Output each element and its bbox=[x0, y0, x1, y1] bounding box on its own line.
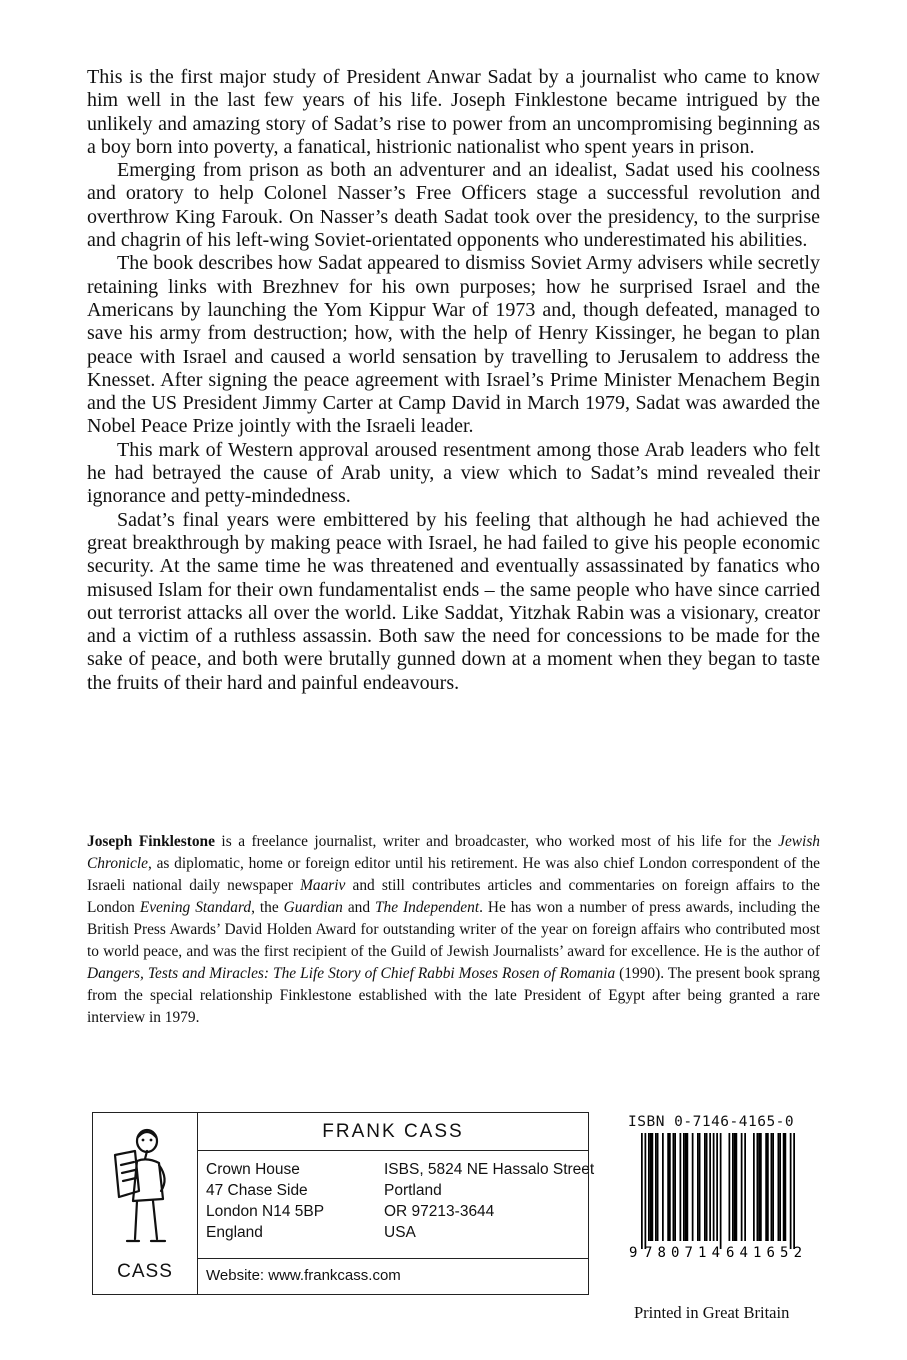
barcode-bar bbox=[683, 1133, 685, 1241]
barcode-bar bbox=[641, 1133, 643, 1249]
barcode-bar bbox=[673, 1133, 675, 1241]
barcode-bar bbox=[667, 1133, 669, 1241]
barcode-bar bbox=[692, 1133, 694, 1241]
barcode-bar bbox=[697, 1133, 699, 1241]
barcode-bar bbox=[704, 1133, 706, 1241]
barcode-bar bbox=[648, 1133, 650, 1241]
barcode-bar bbox=[720, 1133, 722, 1249]
author-bio bbox=[87, 831, 820, 1029]
address-line: England bbox=[206, 1224, 263, 1241]
barcode-bar bbox=[758, 1133, 760, 1241]
barcode-bar bbox=[687, 1133, 689, 1241]
publisher-website: Website: www.frankcass.com bbox=[198, 1258, 588, 1294]
barcode-bar bbox=[736, 1133, 738, 1241]
author-bio-text: Joseph Finklestone is a freelance journalist, writer and broadcaster, who worked most of his life for the Jewish Chronicle, as diplomatic, home or foreign editor until his retirement. He was also chief London correspondent of the Israeli national daily newspaper Maariv and still contributes articles and commentaries on foreign affairs to the London Evening Standard, the Guardian and The Independent. He has won a number of press awards, including the British Press Awards’ David Holden Award for outstanding writer of the year on foreign affairs who contributed most to world peace, and was the first recipient of the Guild of Jewish Journalists’ award for excellence. He is the author of Dangers, Tests and Miracles: The Life Story of Chief Rabbi Moses Rosen of Romania (1990). The present book sprang from the special relationship Finklestone established with the late President of Egypt after being granted a rare interview in 1979. bbox=[87, 833, 820, 1026]
blurb bbox=[87, 66, 820, 695]
address-line: London N14 5BP bbox=[206, 1203, 325, 1220]
blurb-paragraph-1: This is the first major study of President Anwar Sadat by a journalist who came to know him well in the last few years of his life. Joseph Finklestone became intrigued by the unlikely and amazing story of Sadat’s rise to power from an uncompromising beginning as a boy born into poverty, a fanatical, histrionic nationalist who spent years in prison. bbox=[87, 66, 820, 158]
barcode-bar bbox=[680, 1133, 682, 1241]
barcode-digits-left: 780714 bbox=[644, 1245, 720, 1261]
publisher-logo bbox=[93, 1113, 198, 1294]
barcode-bar bbox=[669, 1133, 671, 1241]
publisher-box bbox=[92, 1112, 595, 1295]
barcode-bar bbox=[778, 1133, 780, 1241]
barcode-bar bbox=[779, 1133, 781, 1241]
barcode-bar bbox=[657, 1133, 659, 1241]
barcode-bar bbox=[645, 1133, 647, 1249]
barcode-bar bbox=[674, 1133, 676, 1241]
barcode-bar bbox=[650, 1133, 652, 1241]
scribe-figure-icon bbox=[107, 1121, 179, 1261]
barcode-bar bbox=[655, 1133, 657, 1241]
barcode-bar bbox=[744, 1133, 746, 1241]
address-line: Crown House bbox=[206, 1161, 300, 1178]
address-line: Portland bbox=[384, 1182, 442, 1199]
book-title: Dangers, Tests and Miracles: The Life Story of Chief Rabbi Moses Rosen of Romania bbox=[87, 965, 616, 982]
barcode-bar bbox=[685, 1133, 687, 1241]
address-line: 47 Chase Side bbox=[206, 1182, 308, 1199]
author-name: Joseph Finklestone bbox=[87, 833, 215, 850]
barcode-bar bbox=[783, 1133, 785, 1241]
barcode-bar bbox=[732, 1133, 734, 1241]
isbn: ISBN 0-7146-4165-0 bbox=[628, 1114, 795, 1130]
logo-text: CASS bbox=[117, 1261, 173, 1282]
barcode-bar bbox=[765, 1133, 767, 1241]
barcode-bar bbox=[652, 1133, 654, 1241]
publisher-name: FRANK CASS bbox=[198, 1113, 588, 1151]
barcode-bar bbox=[699, 1133, 701, 1241]
address-line: ISBS, 5824 NE Hassalo Street bbox=[384, 1161, 595, 1178]
blurb-paragraph-5: Sadat’s final years were embittered by his feeling that although he had achieved the great breakthrough by making peace with Israel, he had failed to give his people economic security. At the same time he was threatened and eventually assassinated by fanatics who misused Islam for their own fundamentalist ends – the same people who have since carried out terrorist attacks all over the world. Like Saddat, Yitzhak Rabin was a visionary, creator and a victim of a ruthless assassin. Both saw the need for concessions to be made for the sake of peace, and both were brutally gunned down at a moment when they began to taste the fruits of their hard and painful endeavours. bbox=[87, 508, 820, 694]
barcode-bar bbox=[771, 1133, 773, 1241]
barcode-bar bbox=[772, 1133, 774, 1241]
barcode-bar bbox=[713, 1133, 715, 1241]
address-uk bbox=[206, 1159, 324, 1243]
address-line: OR 97213-3644 bbox=[384, 1203, 495, 1220]
barcode-bar bbox=[757, 1133, 759, 1241]
barcode-bar bbox=[734, 1133, 736, 1241]
barcode-bar bbox=[741, 1133, 743, 1241]
barcode-bar bbox=[753, 1133, 755, 1241]
barcode-bar bbox=[767, 1133, 769, 1241]
barcode-bar bbox=[760, 1133, 762, 1241]
barcode-bar bbox=[716, 1133, 718, 1241]
blurb-paragraph-4: This mark of Western approval aroused resentment among those Arab leaders who felt he had betrayed the cause of Arab unity, a view which to Sadat’s mind revealed their ignorance and petty-mindedness. bbox=[87, 438, 820, 508]
barcode-lead-digit: 9 bbox=[629, 1245, 638, 1261]
barcode bbox=[628, 1133, 811, 1261]
barcode-bar bbox=[790, 1133, 792, 1249]
printed-in: Printed in Great Britain bbox=[634, 1303, 790, 1322]
barcode-bar bbox=[662, 1133, 664, 1241]
barcode-bar bbox=[729, 1133, 731, 1241]
blurb-paragraph-3: The book describes how Sadat appeared to dismiss Soviet Army advisers while secretly retaining links with Brezhnev for his own purposes; how he surprised Israel and the Americans by launching the Yom Kippur War of 1973 and, though defeated, managed to save his army from destruction; how, with the help of Henry Kissinger, he began to plan peace with Israel and caused a world sensation by travelling to Jerusalem to address the Knesset. After signing the peace agreement with Israel’s Prime Minister Menachem Begin and the US President Jimmy Carter at Camp David in March 1979, Sadat was awarded the Nobel Peace Prize jointly with the Israeli leader. bbox=[87, 252, 820, 438]
barcode-bar bbox=[785, 1133, 787, 1241]
blurb-paragraph-2: Emerging from prison as both an adventurer and an idealist, Sadat used his coolness and oratory to help Colonel Nasser’s Free Officers stage a successful revolution and overthrow King Farouk. On Nasser’s death Sadat took over the presidency, to the surprise and chagrin of his left-wing Soviet-orientated opponents who underestimated his abilities. bbox=[87, 159, 820, 252]
address-us bbox=[384, 1159, 594, 1243]
barcode-bar bbox=[706, 1133, 708, 1241]
barcode-bar bbox=[793, 1133, 795, 1249]
address-line: USA bbox=[384, 1224, 416, 1241]
barcode-bar bbox=[709, 1133, 711, 1241]
barcode-digits-right: 641652 bbox=[726, 1245, 802, 1261]
